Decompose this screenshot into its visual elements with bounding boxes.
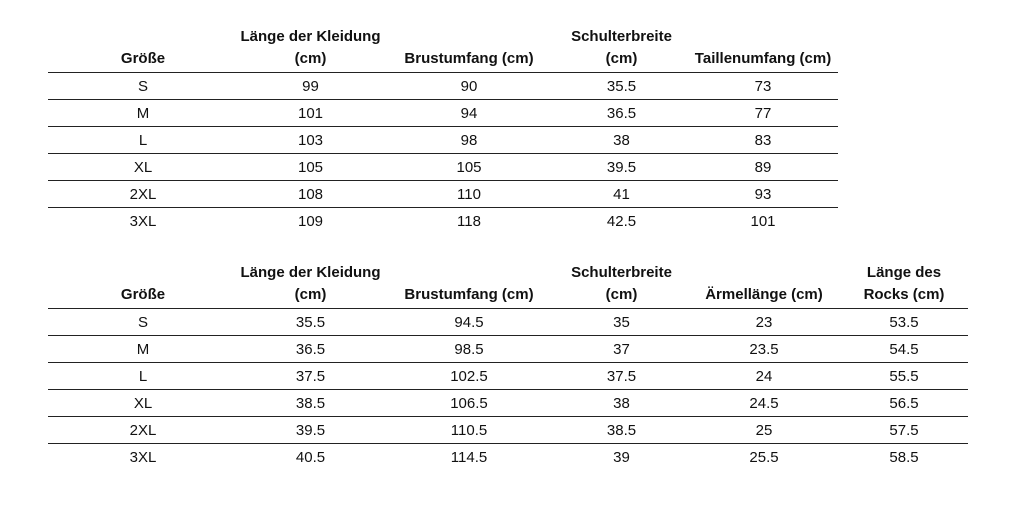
cell-shoulder: 39.5 bbox=[555, 154, 688, 181]
table-row bbox=[48, 309, 968, 336]
cell-shoulder: 36.5 bbox=[555, 100, 688, 127]
cell-chest: 110 bbox=[383, 181, 555, 208]
cell-garment-length: 40.5 bbox=[295, 448, 326, 466]
cell-chest: 105 bbox=[383, 154, 555, 181]
cell-chest: 98 bbox=[383, 127, 555, 154]
cell-sleeve: 24 bbox=[688, 363, 840, 390]
cell-chest: 106.5 bbox=[383, 390, 555, 417]
cell-chest: 118 bbox=[457, 212, 481, 230]
size-chart-table-2 bbox=[48, 262, 968, 470]
cell-garment-length: 105 bbox=[238, 154, 383, 181]
cell-sleeve: 23 bbox=[688, 309, 840, 336]
cell-sleeve: 25.5 bbox=[749, 448, 779, 466]
cell-sleeve: 24.5 bbox=[688, 390, 840, 417]
cell-chest: 102.5 bbox=[383, 363, 555, 390]
cell-garment-length: 108 bbox=[238, 181, 383, 208]
header-garment-length bbox=[238, 262, 383, 309]
cell-size: 2XL bbox=[48, 417, 238, 444]
table-row bbox=[48, 336, 968, 363]
header-size: Größe bbox=[48, 26, 238, 73]
cell-skirt-length: 57.5 bbox=[840, 417, 968, 444]
cell-size: S bbox=[48, 73, 238, 100]
cell-size: XL bbox=[48, 154, 238, 181]
cell-shoulder: 38.5 bbox=[555, 417, 688, 444]
size-chart-table-1 bbox=[48, 26, 838, 234]
header-chest: Brustumfang (cm) bbox=[383, 262, 555, 309]
header-skirt-length-label: Länge des Rocks (cm) bbox=[863, 264, 945, 303]
cell-skirt-length: 56.5 bbox=[840, 390, 968, 417]
header-size: Größe bbox=[48, 262, 238, 309]
table-row bbox=[48, 390, 968, 417]
cell-skirt-length: 58.5 bbox=[889, 448, 919, 466]
cell-chest: 90 bbox=[383, 73, 555, 100]
cell-shoulder: 35 bbox=[555, 309, 688, 336]
cell-shoulder: 38 bbox=[555, 127, 688, 154]
cell-waist: 101 bbox=[750, 212, 776, 230]
cell-waist: 89 bbox=[688, 154, 838, 181]
cell-chest: 94 bbox=[383, 100, 555, 127]
cell-chest: 94.5 bbox=[383, 309, 555, 336]
cell-garment-length: 35.5 bbox=[238, 309, 383, 336]
cell-size: L bbox=[48, 127, 238, 154]
cell-skirt-length: 53.5 bbox=[840, 309, 968, 336]
cell-waist: 83 bbox=[688, 127, 838, 154]
cell-size: 2XL bbox=[48, 181, 238, 208]
table-row bbox=[48, 208, 838, 235]
cell-shoulder: 37 bbox=[555, 336, 688, 363]
cell-size: M bbox=[48, 336, 238, 363]
cell-size: S bbox=[48, 309, 238, 336]
table-row bbox=[48, 100, 838, 127]
header-garment-length bbox=[238, 26, 383, 73]
cell-shoulder: 38 bbox=[555, 390, 688, 417]
cell-sleeve: 25 bbox=[688, 417, 840, 444]
header-chest: Brustumfang (cm) bbox=[383, 26, 555, 73]
cell-size: XL bbox=[48, 390, 238, 417]
cell-sleeve: 23.5 bbox=[688, 336, 840, 363]
cell-garment-length: 37.5 bbox=[238, 363, 383, 390]
cell-shoulder: 35.5 bbox=[555, 73, 688, 100]
cell-skirt-length: 55.5 bbox=[840, 363, 968, 390]
cell-shoulder: 41 bbox=[555, 181, 688, 208]
cell-skirt-length: 54.5 bbox=[840, 336, 968, 363]
cell-shoulder: 39 bbox=[613, 448, 630, 466]
cell-waist: 73 bbox=[688, 73, 838, 100]
table-header-row bbox=[48, 262, 968, 309]
header-garment-length-label: Länge der Kleidung (cm) bbox=[240, 264, 381, 303]
header-sleeve: Ärmellänge (cm) bbox=[688, 262, 840, 309]
header-waist: Taillenumfang (cm) bbox=[688, 26, 838, 73]
table-row bbox=[48, 363, 968, 390]
cell-garment-length: 103 bbox=[238, 127, 383, 154]
cell-size: 3XL bbox=[129, 448, 157, 466]
header-skirt-length bbox=[840, 262, 968, 309]
cell-shoulder: 42.5 bbox=[606, 212, 637, 230]
table-row bbox=[48, 73, 838, 100]
table-row bbox=[48, 154, 838, 181]
cell-garment-length: 38.5 bbox=[238, 390, 383, 417]
cell-waist: 93 bbox=[688, 181, 838, 208]
table-row bbox=[48, 417, 968, 444]
table-row bbox=[48, 444, 968, 471]
cell-size: M bbox=[48, 100, 238, 127]
cell-chest: 114.5 bbox=[450, 448, 488, 466]
cell-garment-length: 36.5 bbox=[238, 336, 383, 363]
cell-garment-length: 39.5 bbox=[238, 417, 383, 444]
header-garment-length-label: Länge der Kleidung (cm) bbox=[240, 28, 381, 67]
cell-waist: 77 bbox=[688, 100, 838, 127]
cell-garment-length: 99 bbox=[238, 73, 383, 100]
cell-chest: 110.5 bbox=[383, 417, 555, 444]
cell-garment-length: 109 bbox=[297, 212, 324, 230]
header-shoulder: Schulterbreite (cm) bbox=[555, 262, 688, 309]
cell-size: 3XL bbox=[129, 212, 157, 230]
table-row bbox=[48, 181, 838, 208]
cell-garment-length: 101 bbox=[238, 100, 383, 127]
cell-size: L bbox=[48, 363, 238, 390]
table-row bbox=[48, 127, 838, 154]
header-shoulder: Schulterbreite (cm) bbox=[555, 26, 688, 73]
table-header-row bbox=[48, 26, 838, 73]
cell-chest: 98.5 bbox=[383, 336, 555, 363]
cell-shoulder: 37.5 bbox=[555, 363, 688, 390]
